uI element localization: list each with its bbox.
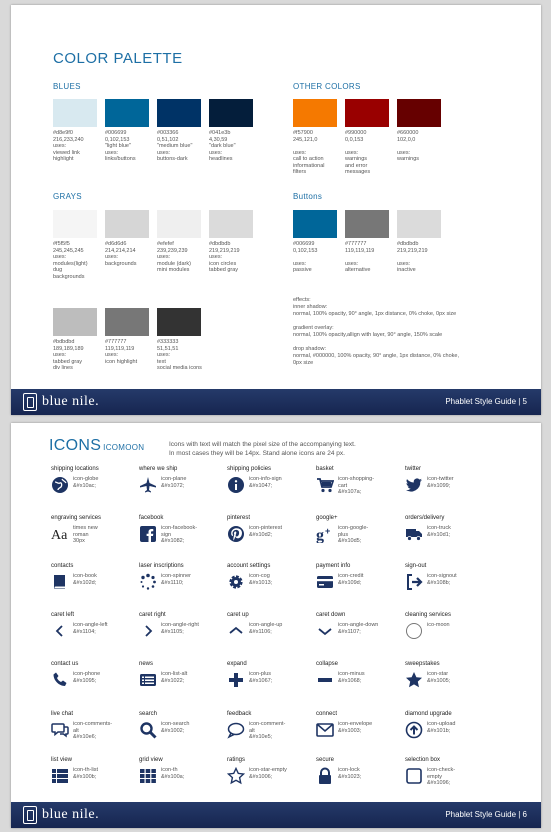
icon-entry [405,515,493,543]
grays-swatch [53,308,101,372]
icon-entry-label: shipping policies [227,466,272,472]
color-chip [53,210,97,238]
icon-entry [51,515,139,545]
icon-entry-label: live chat [51,711,74,717]
page-title: COLOR PALETTE [53,50,183,67]
color-chip [293,99,337,127]
grays-swatch [157,308,205,372]
list-alt-icon [139,671,157,689]
icon-entry-code: icon-facebook- sign &#x1082; [161,525,198,544]
icon-entry-code: icon-angle-up &#x1106; [249,622,283,635]
icon-entry-code: icon-credit &#x109d; [338,573,364,586]
page-footer [11,389,541,415]
icon-entry-code: icon-plus &#x1067; [249,671,273,684]
icon-entry-label: caret right [139,612,166,618]
truck-icon [405,525,423,543]
icon-entry-code: icon-lock &#x1023; [338,767,362,780]
icon-entry-label: pinterest [227,515,251,521]
color-chip [53,308,97,336]
blues-swatch [209,99,257,163]
icon-entry-code: icon-star &#x1005; [427,671,451,684]
angle-right-icon [139,622,157,640]
grays-swatch [209,210,257,274]
icon-entry [139,661,227,689]
icon-entry [316,661,404,689]
icon-entry-code: icon-list-alt &#x1022; [161,671,188,684]
credit-icon [316,573,334,591]
blue-nile-logo [23,806,99,824]
icon-entry-code: icon-angle-down &#x1107; [338,622,379,635]
color-chip [209,99,253,127]
icon-entry [316,612,404,640]
icon-entry-code: icon-star-empty &#x1006; [249,767,287,780]
icon-entry-label: diamond upgrade [405,711,452,717]
logo-mark-icon [23,393,37,411]
grays-swatch [105,210,153,267]
signout-icon [405,573,423,591]
icon-entry [405,466,493,494]
icon-entry-label: collapse [316,661,339,667]
swatch-spec: #f57900 245,121,0 uses: call to action informational filters [293,130,325,175]
page-color-palette [11,5,541,415]
effects-notes: effects: inner shadow: normal, 100% opacity, 90° angle, 1px distance, 0% choke, 0px size gradient overlay: normal, 100% opacity,allign with layer, 90° angle, 150% scale drop shadow: normal, #000000, 100% opacity, 90° angle, 1px distance, 0% choke, 0px size [293,297,459,366]
icon-entry-code: times new roman 30px [73,525,98,544]
icon-entry [316,563,404,591]
icon-entry-code: icon-check- empty &#x1096; [427,767,456,786]
icon-entry-code: icon-upload &#x101b; [427,721,456,734]
icon-entry [227,661,315,689]
icon-entry-code: icon-shopping- cart &#x107a; [338,476,375,495]
page-footer [11,802,541,828]
icon-entry [227,711,315,741]
globe-icon [51,476,69,494]
icon-entry-label: selection box [405,757,441,763]
star-icon [405,671,423,689]
icon-entry [316,515,404,545]
icon-entry [316,711,404,739]
icon-entry-label: feedback [227,711,252,717]
icon-entry [227,563,315,591]
footer-page-label: Phablet Style Guide | 5 [445,397,527,406]
grays-swatch [105,308,153,365]
minus-icon [316,671,334,689]
icon-entry-label: caret up [227,612,249,618]
icon-entry-label: contact us [51,661,79,667]
icon-entry-code: icon-plane &#x1072; [161,476,187,489]
icon-entry-label: twitter [405,466,422,472]
icon-entry-code: icon-signout &#x108b; [427,573,457,586]
moon-icon [405,622,423,640]
icon-entry [227,515,315,543]
angle-down-icon [316,622,334,640]
th-list-icon [51,767,69,785]
pinterest-icon [227,525,245,543]
icon-entry [51,711,139,741]
icons-title-text: ICONS [49,437,102,454]
icon-entry-label: sign-out [405,563,427,569]
icon-entry-label: shipping locations [51,466,99,472]
icon-entry-code: icon-search &#x1002; [161,721,190,734]
th-icon [139,767,157,785]
others-swatch [293,99,341,176]
icon-entry [51,661,139,689]
spinner-icon [139,573,157,591]
others-swatch [397,99,445,163]
icon-entry-label: sweepstakes [405,661,440,667]
icon-entry-code: icon-pinterest &#x10d2; [249,525,283,538]
icon-entry-label: list view [51,757,73,763]
swatch-spec: #efefef 239,239,239 uses: module (dark) mini modules [157,241,191,273]
info-sign-icon [227,476,245,494]
grays-swatch [53,210,101,280]
swatch-spec: #d6d6d6 214,214,214 uses: backgrounds [105,241,137,267]
color-chip [157,210,201,238]
swatch-spec: #333333 51,51,51 uses: text social media icons [157,339,202,371]
icon-entry-code: icon-angle-right &#x1105; [161,622,199,635]
swatch-spec: #f5f5f5 245,245,245 uses: modules(light) dug backgrounds [53,241,88,280]
color-chip [53,99,97,127]
star-empty-icon [227,767,245,785]
icon-entry-code: icon-cog &#x1013; [249,573,273,586]
icon-entry-code: icon-angle-left &#x1104; [73,622,108,635]
swatch-spec: #777777 119,119,119 uses: alternative [345,241,375,273]
icon-entry-label: where we ship [139,466,178,472]
swatch-spec: #bdbdbd 189,189,189 uses: tabbed gray div lines [53,339,84,371]
icons-description: Icons with text will match the pixel size of the accompanying text. In most cases they will be 14px. Stand alone icons are 24 px. [169,441,356,457]
comments-alt-icon [51,721,69,739]
icon-entry-label: contacts [51,563,74,569]
envelope-icon [316,721,334,739]
swatch-spec: #dbdbdb 219,219,219 uses: inactive [397,241,428,273]
icon-entry-label: engraving services [51,515,102,521]
icon-entry-code: icon-th-list &#x100b; [73,767,99,780]
icon-entry [139,466,227,494]
icon-entry [405,757,493,787]
comment-alt-icon [227,721,245,739]
buttons-swatch [293,210,341,274]
icon-entry-code: icon-comments- alt &#x10e6; [73,721,113,740]
swatch-spec: #d8e9f0 216,233,240 uses: viewed link highlight [53,130,84,162]
logo-mark-icon [23,806,37,824]
icon-entry-label: ratings [227,757,246,763]
search-icon [139,721,157,739]
color-chip [293,210,337,238]
color-chip [397,99,441,127]
icon-entry-label: google+ [316,515,338,521]
swatch-spec: #006699 0,102,153 uses: passive [293,241,318,273]
grays-swatch [157,210,205,274]
icons-subtitle: ICOMOON [103,443,145,452]
buttons-label: Buttons [293,192,323,201]
icon-entry-code: icon-google- plus &#x10d5; [338,525,369,544]
svg-text:g: g [316,527,324,543]
icon-entry [139,612,227,640]
icon-entry-code: icon-envelope &#x1003; [338,721,373,734]
icon-entry-label: connect [316,711,338,717]
icon-entry [139,515,227,545]
color-chip [345,99,389,127]
icon-entry [139,757,227,785]
plane-icon [139,476,157,494]
icon-entry [51,466,139,494]
book-icon [51,573,69,591]
angle-left-icon [51,622,69,640]
color-chip [157,99,201,127]
icon-entry [139,711,227,739]
color-chip [105,308,149,336]
icon-entry-label: grid view [139,757,163,763]
times-new-roman-icon [51,525,69,543]
icon-entry-code: icon-book &#x102d; [73,573,97,586]
icon-entry [405,563,493,591]
grays-label: GRAYS [53,192,82,201]
icon-entry-code: icon-phone &#x1095; [73,671,101,684]
icon-entry [316,757,404,785]
icon-entry-label: account settings [227,563,271,569]
icon-entry-label: news [139,661,154,667]
blues-swatch [157,99,205,163]
footer-page-label: Phablet Style Guide | 6 [445,810,527,819]
others-swatch [345,99,393,176]
icon-entry-code: icon-comment- alt &#x10e5; [249,721,286,740]
color-chip [105,210,149,238]
plus-icon [227,671,245,689]
icon-entry-code: icon-spinner &#x1110; [161,573,191,586]
twitter-icon [405,476,423,494]
upload-icon [405,721,423,739]
logo-text: blue nile. [42,394,100,409]
color-chip [397,210,441,238]
color-chip [209,210,253,238]
icon-entry-code: icon-globe &#x10ac; [73,476,99,489]
icon-entry [51,563,139,591]
facebook-sign-icon [139,525,157,543]
swatch-spec: #dbdbdb 219,219,219 uses: icon circles tabbed gray [209,241,240,273]
icon-entry-label: cleaning services [405,612,452,618]
swatch-spec: #777777 119,119,119 uses: icon highlight [105,339,138,365]
shopping-cart-icon [316,476,334,494]
icon-entry-label: orders/delivery [405,515,445,521]
icon-entry [139,563,227,591]
icon-entry-label: secure [316,757,335,763]
cog-icon [227,573,245,591]
logo-text: blue nile. [42,807,100,822]
icon-entry-label: basket [316,466,334,472]
lock-icon [316,767,334,785]
icon-entry-label: payment info [316,563,351,569]
icon-entry-code: icon-minus &#x1068; [338,671,365,684]
color-chip [345,210,389,238]
icon-entry-code: ico-moon [427,622,450,628]
blues-label: BLUES [53,82,81,91]
icon-entry [405,711,493,739]
icon-entry-code: icon-info-sign &#x1047; [249,476,282,489]
page-title [49,437,144,455]
icon-entry-label: caret down [316,612,346,618]
icon-entry [227,466,315,494]
icon-entry [316,466,404,496]
swatch-spec: #003366 0,51,102 "medium blue" uses: buttons-dark [157,130,193,162]
icon-entry-label: search [139,711,158,717]
color-chip [105,99,149,127]
buttons-swatch [345,210,393,274]
icon-entry [405,661,493,689]
icon-entry-label: facebook [139,515,164,521]
svg-text:Aa: Aa [51,528,68,543]
swatch-spec: #041e3b 4,30,59 "dark blue" uses: headlines [209,130,236,162]
icon-entry-label: caret left [51,612,75,618]
icon-entry-code: icon-truck &#x10d1; [427,525,451,538]
color-chip [157,308,201,336]
icon-entry-code: icon-twitter &#x1099; [427,476,454,489]
icon-entry [405,612,493,640]
buttons-swatch [397,210,445,274]
icon-entry [51,757,139,785]
google-plus-icon [316,525,334,543]
angle-up-icon [227,622,245,640]
other-colors-label: OTHER COLORS [293,82,361,91]
icon-entry [227,612,315,640]
swatch-spec: #990000 0,0,153 uses: warnings and error messages [345,130,371,175]
icon-entry [227,757,315,785]
icon-entry-code: icon-th &#x100a; [161,767,185,780]
blues-swatch [53,99,101,163]
phone-icon [51,671,69,689]
page-icons [11,423,541,828]
icon-entry-label: laser inscriptions [139,563,184,569]
check-empty-icon [405,767,423,785]
blues-swatch [105,99,153,163]
icon-entry [51,612,139,640]
swatch-spec: #660000 102,0,0 uses: warnings [397,130,420,162]
icon-entry-label: expand [227,661,247,667]
svg-text:+: + [325,526,331,536]
blue-nile-logo [23,393,99,411]
swatch-spec: #006699 0,102,153 "light blue" uses: links/buttons [105,130,136,162]
